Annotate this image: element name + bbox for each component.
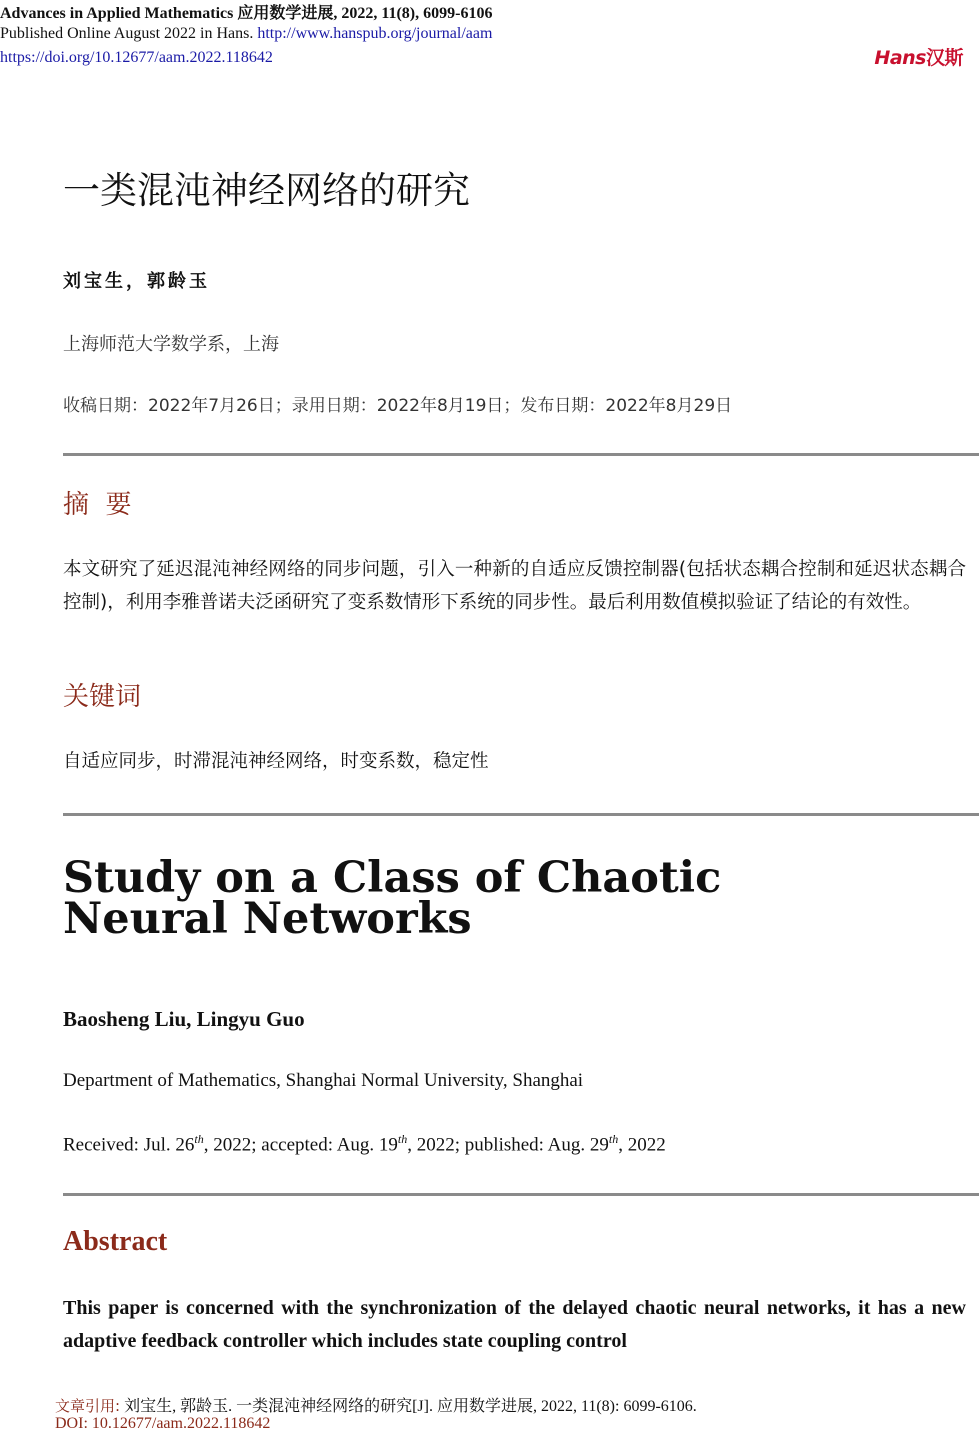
- en-affiliation: Department of Mathematics, Shanghai Normal University, Shanghai: [63, 1070, 584, 1091]
- logo-latin: Hans: [874, 47, 926, 69]
- journal-link[interactable]: http://www.hanspub.org/journal/aam: [257, 25, 493, 42]
- sup-th: th: [397, 1132, 408, 1146]
- published: , 2022; published: Aug. 29: [407, 1134, 609, 1156]
- journal-line: Advances in Applied Mathematics 应用数学进展, 2022, 11(8), 6099-6106: [0, 5, 493, 22]
- sup-th: th: [608, 1132, 619, 1146]
- cite-text: 刘宝生, 郭龄玉. 一类混沌神经网络的研究[J]. 应用数学进展, 2022, 11(8): 6099-6106.: [124, 1398, 697, 1415]
- cn-dates: 收稿日期：2022年7月26日；录用日期：2022年8月19日；发布日期：2022年8月29日: [63, 396, 733, 416]
- en-title: [63, 853, 722, 944]
- published-text: Published Online August 2022 in Hans.: [0, 25, 254, 42]
- footer-doi[interactable]: DOI: 10.12677/aam.2022.118642: [55, 1415, 271, 1432]
- en-title-line1: Study on a Class of Chaotic: [63, 853, 722, 903]
- received: Received: Jul. 26: [63, 1134, 195, 1156]
- cn-abstract-text: 本文研究了延迟混沌神经网络的同步问题，引入一种新的自适应反馈控制器(包括状态耦合控制和延迟状态耦合控制)，利用李雅普诺夫泛函研究了变系数情形下系统的同步性。最后利用数值模拟验证了结论的有效性。: [63, 559, 966, 613]
- divider: [63, 453, 979, 456]
- doi-link[interactable]: https://doi.org/10.12677/aam.2022.118642: [0, 49, 273, 66]
- cite-label: 文章引用:: [55, 1397, 121, 1415]
- cn-keywords-heading: 关键词: [63, 682, 142, 712]
- en-dates: [63, 1132, 666, 1156]
- accepted: , 2022; accepted: Aug. 19: [203, 1134, 398, 1156]
- logo-cn: 汉斯: [925, 47, 963, 69]
- cn-keywords: 自适应同步，时滞混沌神经网络，时变系数，稳定性: [63, 751, 489, 772]
- hans-logo: [874, 43, 963, 70]
- en-abstract-heading: Abstract: [63, 1226, 168, 1257]
- year: , 2022: [618, 1134, 666, 1156]
- cn-title: 一类混沌神经网络的研究: [63, 169, 470, 212]
- sup-th: th: [194, 1132, 204, 1146]
- en-authors: Baosheng Liu, Lingyu Guo: [63, 1007, 305, 1031]
- published-line: [0, 25, 492, 43]
- cn-affiliation: 上海师范大学数学系，上海: [63, 334, 279, 355]
- en-title-line2: Neural Networks: [63, 894, 472, 944]
- cn-abstract-heading: 摘 要: [63, 490, 132, 520]
- en-abstract-text: This paper is concerned with the synchronization of the delayed chaotic neural networks, it has a new adaptive feedback controller which includes state coupling control: [63, 1297, 966, 1352]
- citation: [55, 1393, 697, 1416]
- divider: [63, 813, 979, 816]
- divider: [63, 1193, 979, 1196]
- cn-authors: 刘宝生，郭龄玉: [63, 271, 210, 292]
